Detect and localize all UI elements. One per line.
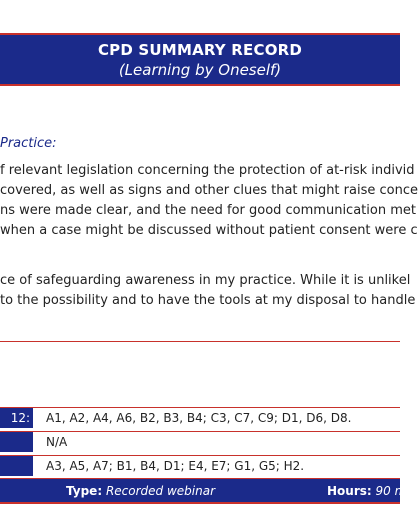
section-label-practice: Practice: (0, 136, 57, 151)
paragraph-line: f relevant legislation concerning the protection of at-risk individ (0, 163, 415, 178)
record-title: CPD SUMMARY RECORD (97, 41, 303, 59)
paragraph-line: covered, as well as signs and other clues that might raise conce (0, 183, 418, 198)
paragraph-line: ns were made clear, and the need for good communication met (0, 203, 416, 218)
codes-row (0, 455, 400, 476)
row-label (0, 456, 33, 476)
row-value: N/A (46, 435, 68, 449)
record-subtitle: (Learning by Oneself) (118, 61, 282, 79)
outcomes-row (0, 407, 400, 428)
practice-paragraph (0, 161, 418, 241)
paragraph-line: ce of safeguarding awareness in my practice. While it is unlikel (0, 273, 411, 288)
record-header (0, 33, 400, 86)
row-value: A3, A5, A7; B1, B4, D1; E4, E7; G1, G5; H2. (46, 459, 305, 473)
reflection-paragraph (0, 271, 415, 311)
type-field (66, 484, 215, 498)
type-label: Type: (66, 484, 103, 498)
row-label: 12: (0, 408, 33, 428)
row-value: A1, A2, A4, A6, B2, B3, B4; C3, C7, C9; D1, D6, D8. (46, 411, 352, 425)
type-value: Recorded webinar (105, 484, 216, 498)
paragraph-line: to the possibility and to have the tools at my disposal to handle (0, 293, 416, 308)
na-row (0, 431, 400, 452)
hours-label: Hours: (327, 484, 372, 498)
row-label (0, 432, 33, 452)
type-hours-row (0, 478, 407, 504)
hours-field (327, 484, 406, 498)
divider (0, 341, 400, 342)
paragraph-line: when a case might be discussed without patient consent were c (0, 223, 418, 238)
hours-value: 90 m (375, 484, 407, 498)
